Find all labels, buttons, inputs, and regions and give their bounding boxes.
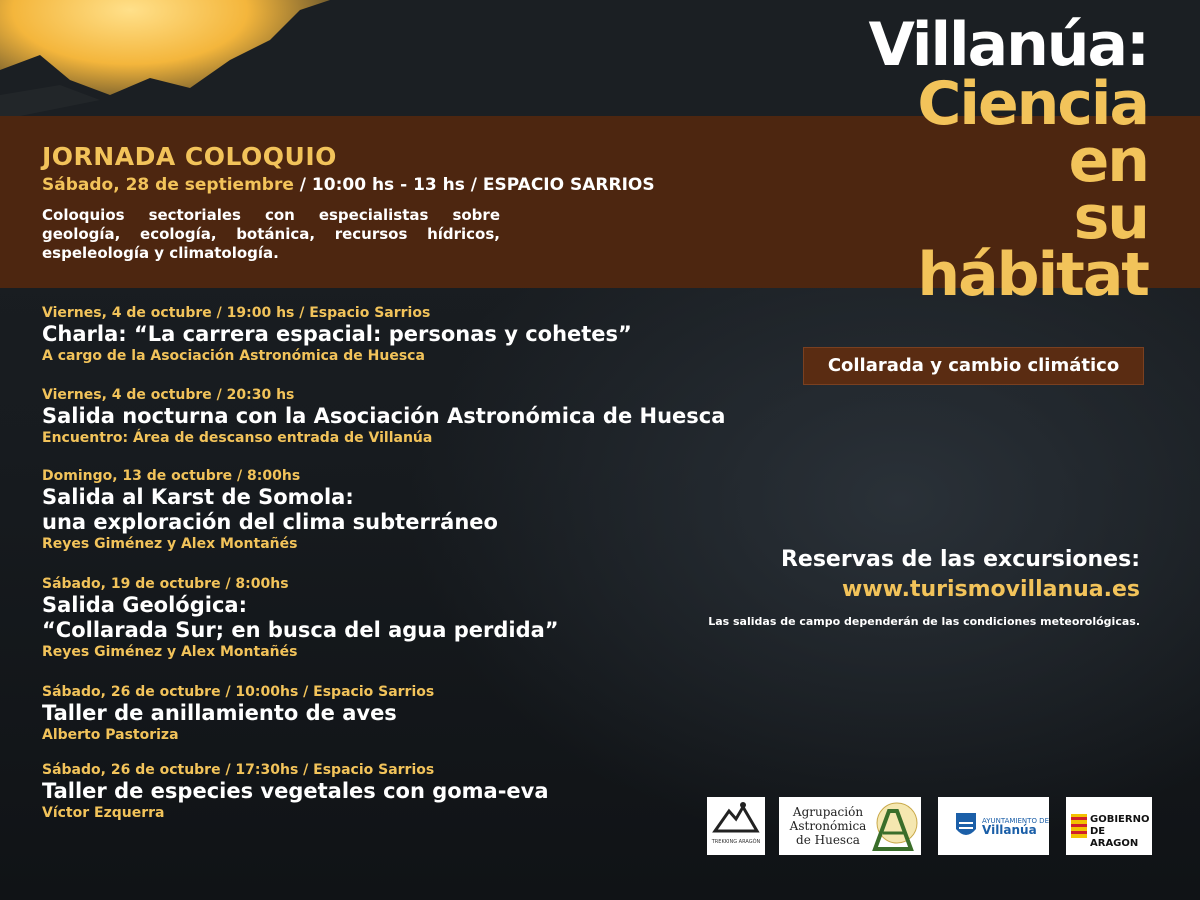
event-date: Sábado, 26 de octubre / 10:00hs / Espacio Sarrios (42, 684, 435, 700)
title-su: su (1073, 183, 1148, 253)
gobierno-line1: GOBIERNO (1090, 814, 1150, 825)
agrupacion-astronomica-logo (779, 797, 921, 855)
event-date: Viernes, 4 de octubre / 20:30 hs (42, 387, 295, 403)
event-item (42, 575, 742, 661)
reservations-link[interactable]: www.turismovillanua.es (842, 577, 1140, 602)
ayuntamiento-small-label: AYUNTAMIENTO DE (982, 817, 1049, 825)
jornada-heading: JORNADA COLOQUIO (42, 142, 337, 171)
aragon-flag-icon (1071, 814, 1087, 838)
ayuntamiento-name: Villanúa (982, 823, 1037, 837)
jornada-time-place: / 10:00 hs - 13 hs / ESPACIO SARRIOS (293, 175, 655, 195)
event-subtitle: Alberto Pastoriza (42, 727, 179, 743)
telescope-logo-icon (871, 801, 919, 851)
event-date: Viernes, 4 de octubre / 19:00 hs / Espacio Sarrios (42, 305, 431, 321)
title-villanua: Villanúa: (868, 10, 1148, 80)
trekking-logo-text: TREKKING ARAGÓN (711, 839, 761, 845)
event-subtitle: A cargo de la Asociación Astronómica de Huesca (42, 348, 425, 364)
event-date: Domingo, 13 de octubre / 8:00hs (42, 468, 301, 484)
jornada-date-line (42, 175, 655, 195)
event-title-line: Salida al Karst de Somola: (42, 485, 354, 509)
coat-of-arms-icon (954, 811, 978, 841)
subtitle-badge: Collarada y cambio climático (803, 347, 1144, 385)
event-subtitle: Reyes Giménez y Alex Montañés (42, 644, 298, 660)
mountain-logo-icon (707, 797, 765, 837)
event-title-line: una exploración del clima subterráneo (42, 510, 498, 534)
reservations-label: Reservas de las excursiones: (780, 547, 1140, 572)
gobierno-logo-text (1090, 814, 1152, 850)
ayuntamiento-logo-text (982, 817, 1049, 835)
event-title-line: Taller de anillamiento de aves (42, 701, 397, 725)
event-subtitle: Víctor Ezquerra (42, 805, 165, 821)
event-title-line: Charla: “La carrera espacial: personas y cohetes” (42, 322, 632, 346)
jornada-date: Sábado, 28 de septiembre (42, 175, 294, 195)
gobierno-aragon-logo (1066, 797, 1152, 855)
event-subtitle: Encuentro: Área de descanso entrada de Villanúa (42, 430, 433, 446)
event-item (42, 467, 742, 553)
jornada-description: Coloquios sectoriales con especialistas sobre geología, ecología, botánica, recursos hídricos, espeleología y climatología. (42, 206, 500, 262)
ayuntamiento-villanua-logo (938, 797, 1049, 855)
event-item (42, 304, 742, 365)
title-en: en (1068, 126, 1148, 196)
event-title-line: Salida nocturna con la Asociación Astronómica de Huesca (42, 404, 726, 428)
title-ciencia: Ciencia (917, 69, 1148, 139)
agrupacion-logo-text: Agrupación Astronómica de Huesca (789, 805, 867, 847)
event-title (868, 10, 1148, 310)
event-title-line: Salida Geológica: (42, 593, 247, 617)
weather-note: Las salidas de campo dependerán de las condiciones meteorológicas. (708, 615, 1140, 628)
trekking-aragon-logo (707, 797, 765, 855)
event-item (42, 386, 742, 447)
event-item (42, 761, 742, 822)
reservations-block (708, 545, 1140, 628)
gobierno-line2: DE ARAGON (1090, 826, 1139, 849)
event-title-line: Taller de especies vegetales con goma-eva (42, 779, 549, 803)
event-date: Sábado, 19 de octubre / 8:00hs (42, 576, 289, 592)
event-subtitle: Reyes Giménez y Alex Montañés (42, 536, 298, 552)
title-habitat: hábitat (917, 240, 1148, 310)
event-title-line: “Collarada Sur; en busca del agua perdida” (42, 618, 559, 642)
event-date: Sábado, 26 de octubre / 17:30hs / Espacio Sarrios (42, 762, 435, 778)
event-item (42, 683, 742, 744)
